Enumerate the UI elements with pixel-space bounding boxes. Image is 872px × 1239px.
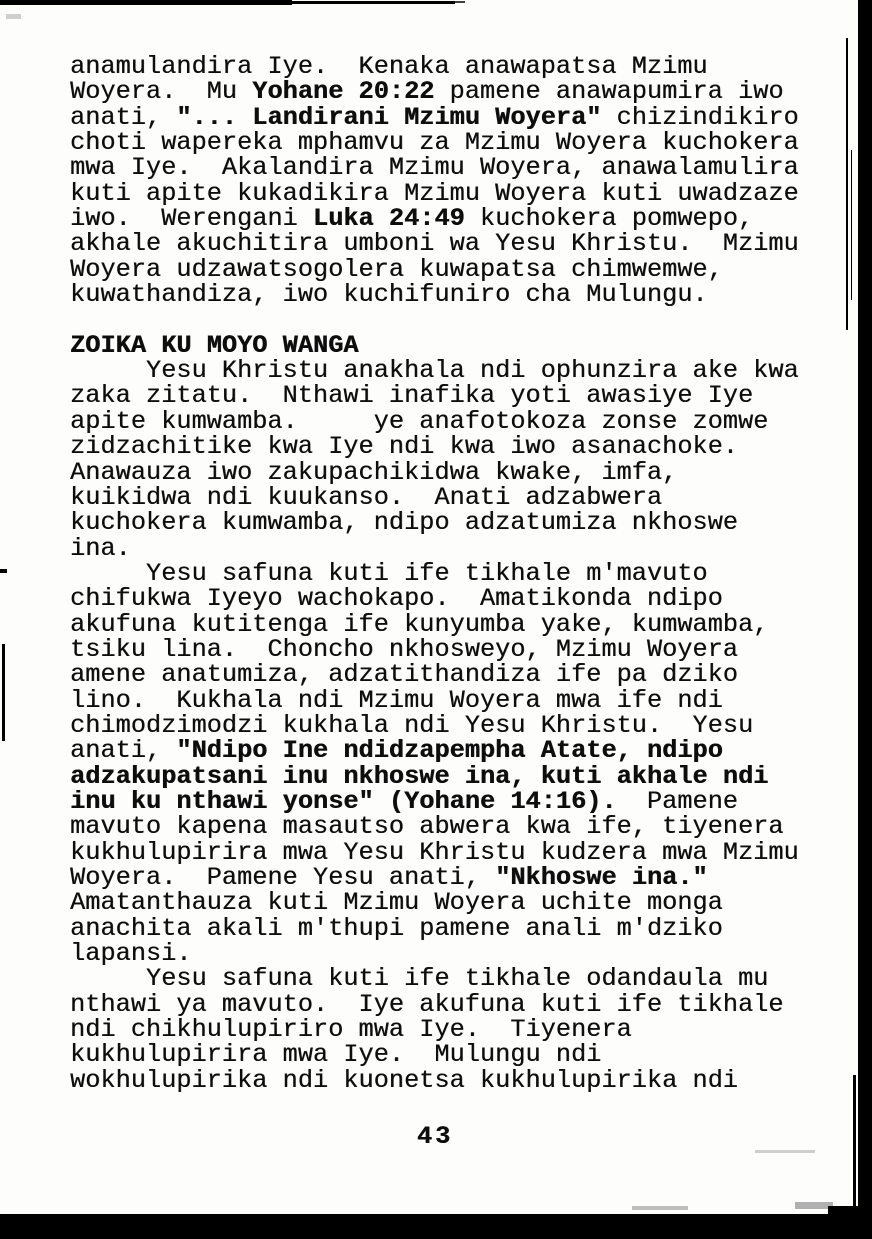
text-segment: Woyera udzawatsogolera kuwapatsa chimwemwe, — [70, 254, 723, 284]
text-segment: akufuna kutitenga ife kunyumba yake, kumwamba, — [70, 609, 769, 639]
scan-artifact-right-edge-bar — [858, 0, 872, 1239]
text-segment: amene anatumiza, adzatithandiza ife pa dziko — [70, 660, 738, 690]
text-line — [70, 432, 799, 462]
text-line — [70, 812, 799, 842]
text-line — [70, 865, 799, 890]
text-line — [70, 913, 799, 943]
text-line — [70, 178, 799, 208]
text-segment: Pamene — [616, 786, 738, 816]
text-line — [70, 1015, 799, 1045]
text-line — [70, 77, 799, 107]
text-line — [70, 204, 799, 234]
text-line — [70, 888, 799, 918]
text-segment: zaka zitatu. Nthawi inafika yoti awasiye Iye — [70, 381, 754, 411]
text-line — [70, 584, 799, 614]
text-line — [70, 153, 799, 183]
text-line — [70, 381, 799, 411]
section-heading — [70, 330, 799, 360]
text-line — [70, 307, 799, 332]
bold-text-segment: "Ndipo Ine ndidzapempha Atate, ndipo — [176, 736, 723, 766]
text-segment: wokhulupirika ndi kuonetsa kukhulupirika ndi — [70, 1065, 738, 1095]
text-segment: kuwathandiza, iwo kuchifuniro cha Mulungu. — [70, 280, 708, 310]
text-line — [70, 634, 799, 664]
text-segment: anachita akali m'thupi pamene anali m'dziko — [70, 913, 723, 943]
text-line — [70, 457, 799, 487]
text-line — [70, 761, 799, 791]
text-line — [70, 356, 799, 386]
text-segment: Yesu Khristu anakhala ndi ophunzira ake kwa — [70, 356, 799, 386]
text-line — [70, 736, 799, 766]
bold-text-segment: inu ku nthawi yonse" (Yohane 14:16). — [70, 786, 617, 816]
text-line — [70, 939, 799, 969]
text-line — [70, 989, 799, 1019]
text-line — [70, 786, 799, 816]
text-segment: anati, — [70, 736, 177, 766]
bold-text-segment: Luka 24:49 — [312, 204, 465, 234]
text-segment: chifukwa Iyeyo wachokapo. Amatikonda ndipo — [70, 584, 723, 614]
text-segment: lino. Kukhala ndi Mzimu Woyera mwa ife ndi — [70, 685, 723, 715]
text-segment: ina. — [70, 533, 131, 563]
text-line — [70, 685, 799, 715]
text-segment: choti wapereka mphamvu za Mzimu Woyera kuchokera — [70, 128, 799, 158]
scan-artifact-smudge — [632, 1206, 688, 1210]
text-line — [70, 254, 799, 284]
text-line — [70, 837, 799, 867]
scan-artifact-left-mark — [2, 644, 5, 741]
text-line — [70, 964, 799, 994]
scan-artifact-top-edge — [288, 1, 455, 4]
text-segment: apite kumwamba. ye anafotokoza zonse zomwe — [70, 406, 769, 436]
text-segment: pamene anawapumira iwo — [434, 77, 784, 107]
text-line — [70, 406, 799, 436]
text-segment: kukhulupirira mwa Iye. Mulungu ndi — [70, 1040, 602, 1070]
text-segment: akhale akuchitira umboni wa Yesu Khristu. Mzimu — [70, 229, 799, 259]
scan-artifact-top-edge — [452, 1, 465, 3]
bold-text-segment: Yohane 20:22 — [252, 77, 435, 107]
scan-artifact-smudge — [755, 1150, 815, 1153]
text-segment: Woyera. Pamene Yesu anati, — [70, 863, 496, 892]
text-segment: chimodzimodzi kukhala ndi Yesu Khristu. Yesu — [70, 710, 754, 740]
text-line — [70, 128, 799, 158]
text-line — [70, 482, 799, 512]
text-line — [70, 54, 799, 79]
bold-text-segment: ZOIKA KU MOYO WANGA — [70, 330, 359, 360]
text-segment: ndi chikhulupiriro mwa Iye. Tiyenera — [70, 1015, 632, 1045]
scan-artifact-bottom-edge-bar — [0, 1214, 872, 1239]
text-line — [70, 558, 799, 588]
text-line — [70, 609, 799, 639]
text-segment: Anawauza iwo zakupachikidwa kwake, imfa, — [70, 457, 678, 487]
scan-artifact-left-mark — [0, 569, 7, 573]
text-line — [70, 660, 799, 690]
text-segment: lapansi. — [70, 939, 192, 969]
text-segment: Yesu safuna kuti ife tikhale m'mavuto — [70, 558, 708, 588]
text-segment: Woyera. Mu — [70, 77, 253, 107]
text-line — [70, 1065, 799, 1095]
scan-artifact-streak — [846, 38, 848, 330]
scan-artifact-smudge — [795, 1202, 833, 1209]
text-segment: tsiku lina. Choncho nkhosweyo, Mzimu Woyera — [70, 634, 738, 664]
scan-artifact-bottom-edge-bar — [828, 1206, 872, 1218]
text-segment: iwo. Werengani — [70, 204, 313, 234]
text-line — [70, 1040, 799, 1070]
text-line — [70, 508, 799, 538]
text-segment: mavuto kapena masautso abwera kwa ife, tiyenera — [70, 812, 784, 842]
scan-artifact-smudge — [6, 14, 21, 19]
bold-text-segment: adzakupatsani inu nkhoswe ina, kuti akhale ndi — [70, 761, 769, 791]
text-segment: mwa Iye. Akalandira Mzimu Woyera, anawalamulira — [70, 153, 799, 183]
text-segment: anati, — [70, 102, 177, 132]
scan-artifact-streak — [851, 150, 852, 300]
text-line — [70, 533, 799, 563]
text-segment: anamulandira Iye. Kenaka anawapatsa Mzimu — [70, 52, 708, 81]
text-segment: chizindikiro — [601, 102, 799, 132]
text-line — [70, 710, 799, 740]
text-line — [70, 280, 799, 310]
body-text — [70, 54, 799, 1093]
text-segment: kuti apite kukadikira Mzimu Woyera kuti uwadzaze — [70, 178, 799, 208]
text-segment: zidzachitike kwa Iye ndi kwa iwo asanachoke. — [70, 432, 738, 462]
text-segment: kukhulupirira mwa Yesu Khristu kudzera mwa Mzimu — [70, 837, 799, 867]
page-number: 43 — [416, 1122, 454, 1151]
bold-text-segment: "Nkhoswe ina." — [495, 863, 708, 892]
bold-text-segment: "... Landirani Mzimu Woyera" — [176, 102, 602, 132]
text-segment: kuchokera kumwamba, ndipo adzatumiza nkhoswe — [70, 508, 738, 538]
scan-artifact-streak — [853, 1075, 856, 1217]
text-line — [70, 229, 799, 259]
text-segment: nthawi ya mavuto. Iye akufuna kuti ife tikhale — [70, 989, 784, 1019]
text-segment: Yesu safuna kuti ife tikhale odandaula mu — [70, 964, 769, 994]
scan-artifact-top-edge — [0, 0, 292, 5]
text-line — [70, 102, 799, 132]
text-segment: Amatanthauza kuti Mzimu Woyera uchite monga — [70, 888, 723, 918]
text-segment: kuikidwa ndi kuukanso. Anati adzabwera — [70, 482, 663, 512]
text-segment: kuchokera pomwepo, — [464, 204, 754, 234]
